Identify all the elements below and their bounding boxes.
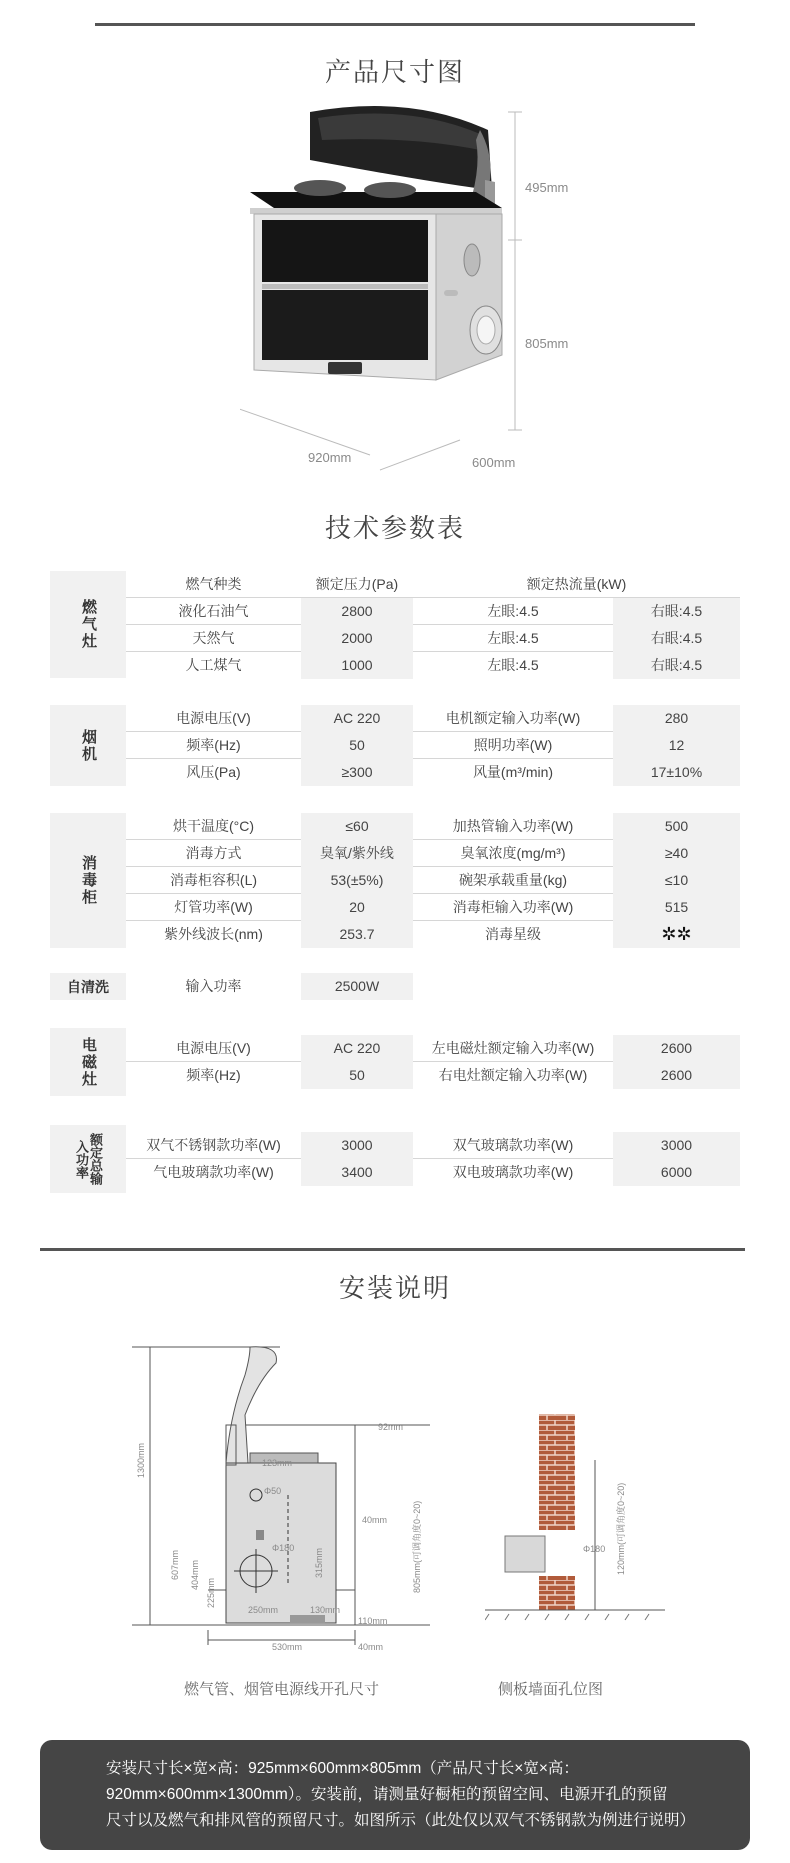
table-cell: 气电玻璃款功率(W)	[153, 1164, 274, 1180]
label-h110: 110mm	[358, 1616, 388, 1626]
section-title-spec: 技术参数表	[324, 513, 465, 543]
label-small-hole: Φ50	[264, 1486, 282, 1496]
label-top-gap: 92mm	[378, 1422, 404, 1432]
product-illustration	[240, 100, 570, 490]
table-row	[126, 813, 740, 840]
label-wall-height: 120mm(可调角度0~20)	[616, 1482, 626, 1575]
table-cell: 左眼:4.5	[487, 630, 539, 646]
table-cell: 6000	[613, 1159, 740, 1186]
table-cell: 2600	[613, 1035, 740, 1062]
label-h607: 607mm	[170, 1549, 180, 1580]
spec-group-range-hood	[50, 705, 740, 786]
label-side-gap: 40mm	[362, 1515, 388, 1525]
table-row	[126, 705, 740, 732]
table-cell: 臭氧/紫外线	[301, 840, 413, 867]
install-note	[40, 1740, 750, 1850]
label-h225: 225mm	[206, 1577, 216, 1608]
table-cell: 碗架承载重量(kg)	[458, 872, 568, 888]
install-note-line: 尺寸以及燃气和排风管的预留尺寸。如图所示（此处仅以双气不锈钢款为例进行说明）	[106, 1812, 696, 1829]
label-h315: 315mm	[314, 1547, 324, 1578]
table-cell: 1000	[301, 652, 413, 679]
table-cell: 3400	[301, 1159, 413, 1186]
label-w250: 250mm	[248, 1605, 279, 1615]
install-diagram	[130, 1345, 440, 1655]
table-row	[126, 1132, 740, 1159]
table-cell: 消毒柜输入功率(W)	[452, 899, 574, 915]
table-cell: 双气不锈钢款功率(W)	[146, 1137, 281, 1153]
table-cell: 280	[613, 705, 740, 732]
category-label: 烟机	[50, 705, 126, 786]
table-cell: 电源电压(V)	[176, 1040, 251, 1056]
table-cell: 右眼:4.5	[613, 625, 740, 652]
table-cell: 天然气	[192, 630, 235, 646]
table-cell: 500	[613, 813, 740, 840]
table-row	[126, 867, 740, 894]
table-cell: 消毒柜容积(L)	[169, 872, 258, 888]
table-row	[126, 625, 740, 652]
table-cell: 12	[613, 732, 740, 759]
table-cell: ≥40	[613, 840, 740, 867]
table-cell: 左眼:4.5	[487, 657, 539, 673]
label-w130: 130mm	[310, 1605, 341, 1615]
table-cell: 照明功率(W)	[473, 737, 553, 753]
table-cell: 3000	[613, 1132, 740, 1159]
top-divider	[95, 23, 695, 26]
table-cell: 左电磁灶额定输入功率(W)	[431, 1040, 595, 1056]
table-row	[126, 598, 740, 625]
install-divider	[40, 1248, 745, 1251]
table-cell: ≤60	[301, 813, 413, 840]
table-cell: 液化石油气	[178, 603, 249, 619]
table-cell: AC 220	[301, 1035, 413, 1062]
table-cell: 电机额定输入功率(W)	[445, 710, 581, 726]
table-cell: 电源电压(V)	[176, 710, 251, 726]
table-cell: 左眼:4.5	[487, 603, 539, 619]
table-cell: 双电玻璃款功率(W)	[452, 1164, 574, 1180]
caption-right: 侧板墙面孔位图	[498, 1681, 604, 1698]
table-row	[126, 759, 740, 786]
table-cell: 输入功率	[185, 978, 242, 994]
label-h404: 404mm	[190, 1559, 200, 1590]
caption-left: 燃气管、烟管电源线开孔尺寸	[184, 1681, 380, 1698]
table-cell: 515	[613, 894, 740, 921]
label-total-height: 1300mm	[136, 1442, 146, 1478]
category-label: 自清洗	[50, 973, 126, 1000]
table-cell: 2800	[301, 598, 413, 625]
table-cell: 频率(Hz)	[186, 1067, 241, 1083]
table-row	[126, 732, 740, 759]
table-row	[126, 1035, 740, 1062]
dim-depth: 600mm	[472, 455, 516, 470]
dim-width: 920mm	[308, 450, 352, 465]
table-row	[126, 1062, 740, 1089]
table-cell: 人工煤气	[185, 657, 242, 673]
label-wall-hole: Φ180	[583, 1544, 606, 1554]
table-cell: 右眼:4.5	[613, 598, 740, 625]
category-label: 燃气灶	[50, 571, 126, 678]
spec-group-self-clean	[50, 973, 740, 1000]
table-cell: 右眼:4.5	[613, 652, 740, 679]
table-row	[126, 840, 740, 867]
label-w530: 530mm	[272, 1642, 303, 1652]
table-cell: 风量(m³/min)	[472, 764, 554, 780]
table-cell: 风压(Pa)	[186, 764, 241, 780]
spec-group-induction	[50, 1028, 740, 1096]
table-cell: 消毒星级	[485, 926, 541, 942]
star-rating: ✲✲	[613, 921, 740, 948]
table-cell: 20	[301, 894, 413, 921]
section-title-install: 安装说明	[338, 1273, 451, 1303]
table-cell: 灯管功率(W)	[174, 899, 253, 915]
header-cell: 额定压力(Pa)	[315, 576, 399, 592]
table-cell: 253.7	[301, 921, 413, 948]
table-cell: 臭氧浓度(mg/m³)	[460, 845, 566, 861]
table-cell: 3000	[301, 1132, 413, 1159]
table-row	[126, 894, 740, 921]
table-row	[126, 1159, 740, 1186]
category-label: 电磁灶	[50, 1028, 126, 1096]
table-cell: 频率(Hz)	[186, 737, 241, 753]
table-cell: 50	[301, 1062, 413, 1089]
table-header	[126, 571, 740, 598]
spec-group-disinfection-cabinet	[50, 813, 740, 948]
table-cell: 50	[301, 732, 413, 759]
table-cell: 加热管输入功率(W)	[452, 818, 574, 834]
table-cell: 紫外线波长(nm)	[164, 926, 263, 942]
table-cell: 2000	[301, 625, 413, 652]
table-row	[126, 973, 740, 1000]
table-row	[126, 921, 740, 948]
table-cell: 2600	[613, 1062, 740, 1089]
table-cell: 2500W	[301, 973, 413, 1000]
table-cell: AC 220	[301, 705, 413, 732]
dim-body-height: 805mm	[525, 336, 569, 351]
dim-hood-height: 495mm	[525, 180, 569, 195]
table-cell: 消毒方式	[185, 845, 242, 861]
table-row	[126, 652, 740, 679]
section-title-dimensions: 产品尺寸图	[324, 57, 465, 87]
spec-group-rated-input	[50, 1125, 740, 1193]
table-cell: 17±10%	[613, 759, 740, 786]
header-cell: 额定热流量(kW)	[526, 576, 627, 592]
table-cell: 53(±5%)	[301, 867, 413, 894]
install-note-line: 安装尺寸长×宽×高：925mm×600mm×805mm（产品尺寸长×宽×高：	[106, 1760, 579, 1777]
table-cell: 烘干温度(°C)	[172, 818, 255, 834]
header-cell: 燃气种类	[185, 576, 242, 592]
table-cell: 右电灶额定输入功率(W)	[438, 1067, 588, 1083]
label-big-hole: Φ180	[272, 1543, 295, 1553]
table-cell: ≤10	[613, 867, 740, 894]
label-w40: 40mm	[358, 1642, 384, 1652]
table-cell: 双气玻璃款功率(W)	[452, 1137, 574, 1153]
category-label: 消毒柜	[50, 813, 126, 948]
install-note-line: 920mm×600mm×1300mm）。安装前，请测量好橱柜的预留空间、电源开孔的预留	[106, 1786, 668, 1803]
label-pipe-offset: 123mm	[262, 1458, 293, 1468]
label-adjust-range: 805mm(可调角度0~20)	[412, 1500, 422, 1593]
category-label: 额定总输入功率	[50, 1125, 126, 1193]
spec-group-gas-stove	[50, 571, 740, 678]
wall-diagram	[485, 1410, 665, 1630]
table-cell: ≥300	[301, 759, 413, 786]
